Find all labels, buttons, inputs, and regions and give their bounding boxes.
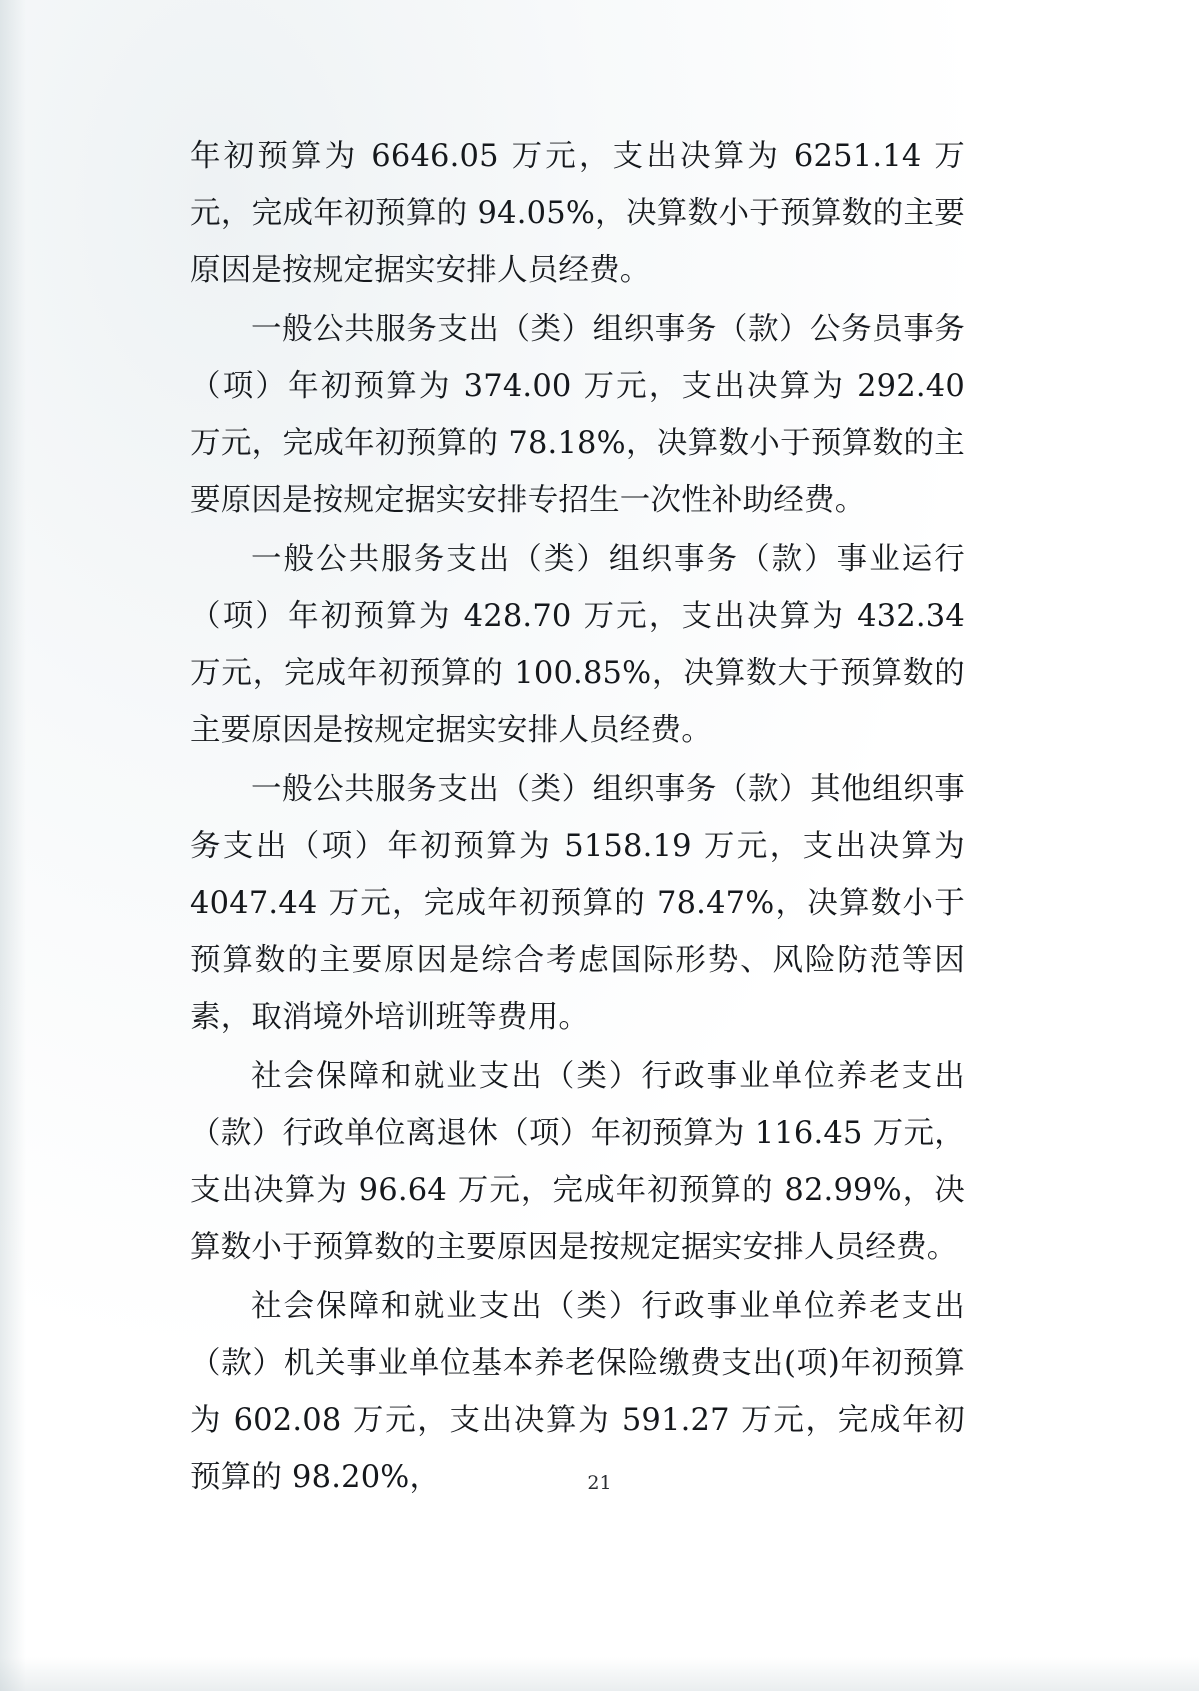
paragraph: 一般公共服务支出（类）组织事务（款）其他组织事务支出（项）年初预算为 5158.19 万元，支出决算为 4047.44 万元，完成年初预算的 78.47%，决算数小于预算数的主要原因是综合考虑国际形势、风险防范等因素，取消境外培训班等费用。 <box>190 772 965 1035</box>
paragraph: 年初预算为 6646.05 万元，支出决算为 6251.14 万元，完成年初预算的 94.05%，决算数小于预算数的主要原因是按规定据实安排人员经费。 <box>190 139 965 288</box>
page-edge-shadow-bottom <box>0 1657 1199 1691</box>
page-edge-shadow-left <box>0 0 26 1691</box>
page-number: 21 <box>587 1472 612 1494</box>
paragraph: 社会保障和就业支出（类）行政事业单位养老支出（款）机关事业单位基本养老保险缴费支出(项)年初预算为 602.08 万元，支出决算为 591.27 万元，完成年初预算的 98.20%， <box>190 1289 965 1495</box>
page-footer <box>0 1472 1199 1494</box>
paragraph: 一般公共服务支出（类）组织事务（款）公务员事务（项）年初预算为 374.00 万元，支出决算为 292.40 万元，完成年初预算的 78.18%，决算数小于预算数的主要原因是按规定据实安排专招生一次性补助经费。 <box>190 312 965 518</box>
paragraph: 一般公共服务支出（类）组织事务（款）事业运行（项）年初预算为 428.70 万元，支出决算为 432.34 万元，完成年初预算的 100.85%，决算数大于预算数的主要原因是按规定据实安排人员经费。 <box>190 542 965 748</box>
paragraph: 社会保障和就业支出（类）行政事业单位养老支出（款）行政单位离退休（项）年初预算为 116.45 万元，支出决算为 96.64 万元，完成年初预算的 82.99%，决算数小于预算数的主要原因是按规定据实安排人员经费。 <box>190 1059 965 1265</box>
document-body <box>190 128 965 1508</box>
